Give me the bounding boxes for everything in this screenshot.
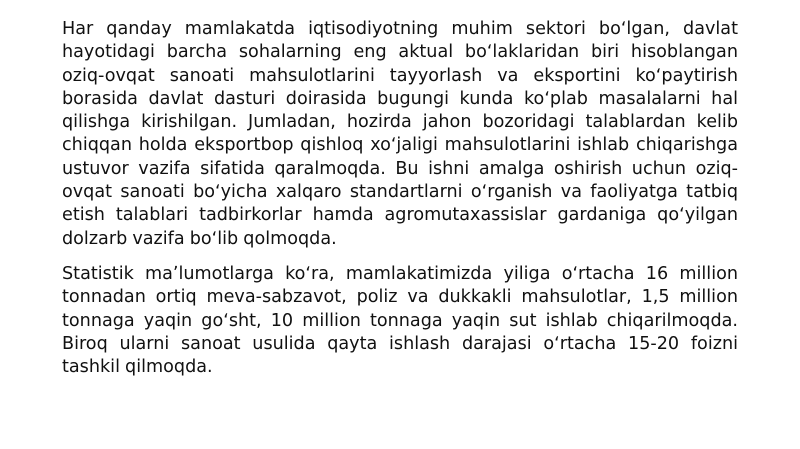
paragraph-food-industry: Har qanday mamlakatda iqtisodiyotning muhim sektori boʻlgan, davlat hayotidagi barcha sohalarning eng aktual boʻlaklaridan biri hisoblangan oziq-ovqat sanoati mahsulotlarini tayyorlash va eksportini koʻpaytirish borasida davlat dasturi doirasida bugungi kunda koʻplab masalalarni hal qilishga kirishilgan. Jumladan, hozirda jahon bozoridagi talablardan kelib chiqqan holda eksportbop qishloq xoʻjaligi mahsulotlarini ishlab chiqarishga ustuvor vazifa sifatida qaralmoqda. Bu ishni amalga oshirish uchun oziq-ovqat sanoati boʻyicha xalqaro standartlarni oʻrganish va faoliyatga tatbiq etish talablari tadbirkorlar hamda agromutaxassislar gardaniga qoʻyilgan dolzarb vazifa boʻlib qolmoqda. [62, 19, 738, 249]
paragraph-statistics: Statistik maʼlumotlarga koʻra, mamlakatimizda yiliga oʻrtacha 16 million tonnadan ortiq meva-sabzavot, poliz va dukkakli mahsulotlar, 1,5 million tonnaga yaqin goʻsht, 10 million tonnaga yaqin sut ishlab chiqarilmoqda. Biroq ularni sanoat usulida qayta ishlash darajasi oʻrtacha 15-20 foizni tashkil qilmoqda. [62, 263, 738, 378]
document-page [62, 18, 738, 379]
